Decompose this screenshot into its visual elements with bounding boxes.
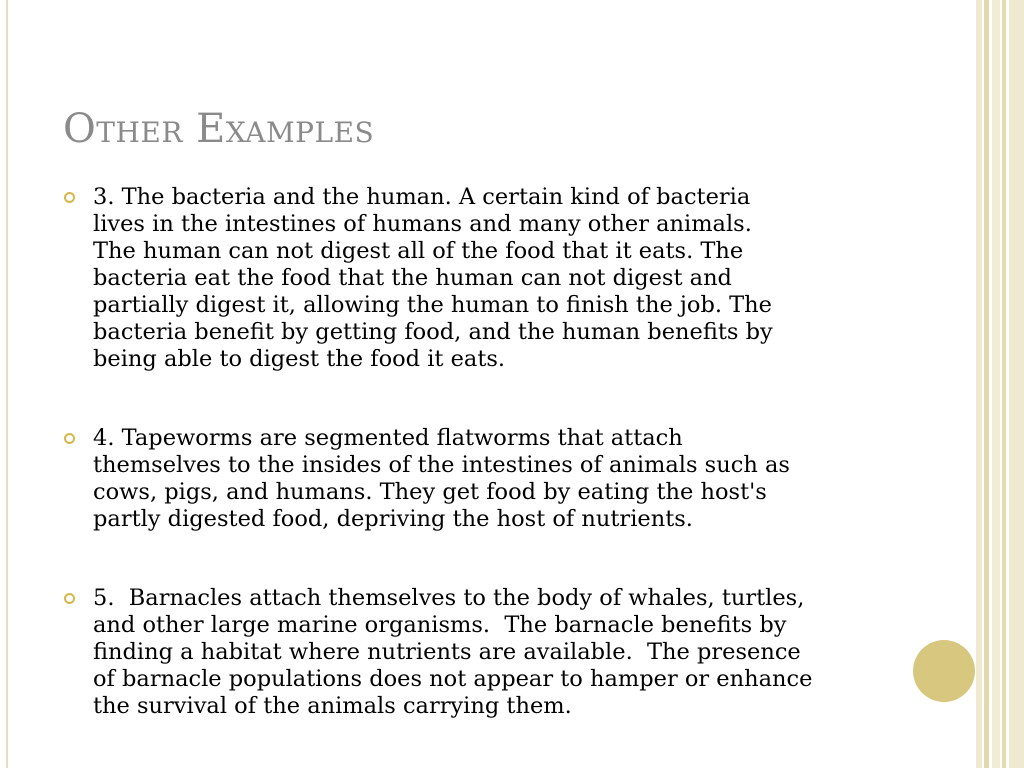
- decorative-stripe: [984, 0, 989, 768]
- bullet-text: 5. Barnacles attach themselves to the body of whales, turtles, and other large marine organisms. The barnacle benefits by finding a habitat where nutrients are available. The presence of barnacle populations does not appear to hamper or enhance the survival of the animals carrying them.: [93, 585, 813, 719]
- bullet-circle-icon: [64, 192, 75, 203]
- bullet-text: 3. The bacteria and the human. A certain kind of bacteria lives in the intestines of humans and many other animals. The human can not digest all of the food that it eats. The bacteria eat the food that the human can not digest and partially digest it, allowing the human to finish the job. The bacteria benefit by getting food, and the human benefits by being able to digest the food it eats.: [93, 184, 773, 372]
- decorative-stripe: [1009, 0, 1024, 768]
- left-border-rule: [6, 0, 8, 768]
- bullet-text: 4. Tapeworms are segmented flatworms that attach themselves to the insides of the intestines of animals such as cows, pigs, and humans. They get food by eating the host's partly digested food, depriving the host of nutrients.: [93, 425, 790, 532]
- slide-title: Other Examples: [63, 106, 375, 152]
- decorative-circle: [913, 640, 975, 702]
- decorative-stripe: [976, 0, 982, 768]
- decorative-stripe: [992, 0, 1000, 768]
- bullet-item: [64, 184, 914, 373]
- bullet-item: [64, 425, 914, 533]
- decorative-stripe: [1002, 0, 1006, 768]
- bullet-item: [64, 585, 914, 720]
- bullet-list: [64, 184, 914, 772]
- bullet-circle-icon: [64, 593, 75, 604]
- bullet-circle-icon: [64, 433, 75, 444]
